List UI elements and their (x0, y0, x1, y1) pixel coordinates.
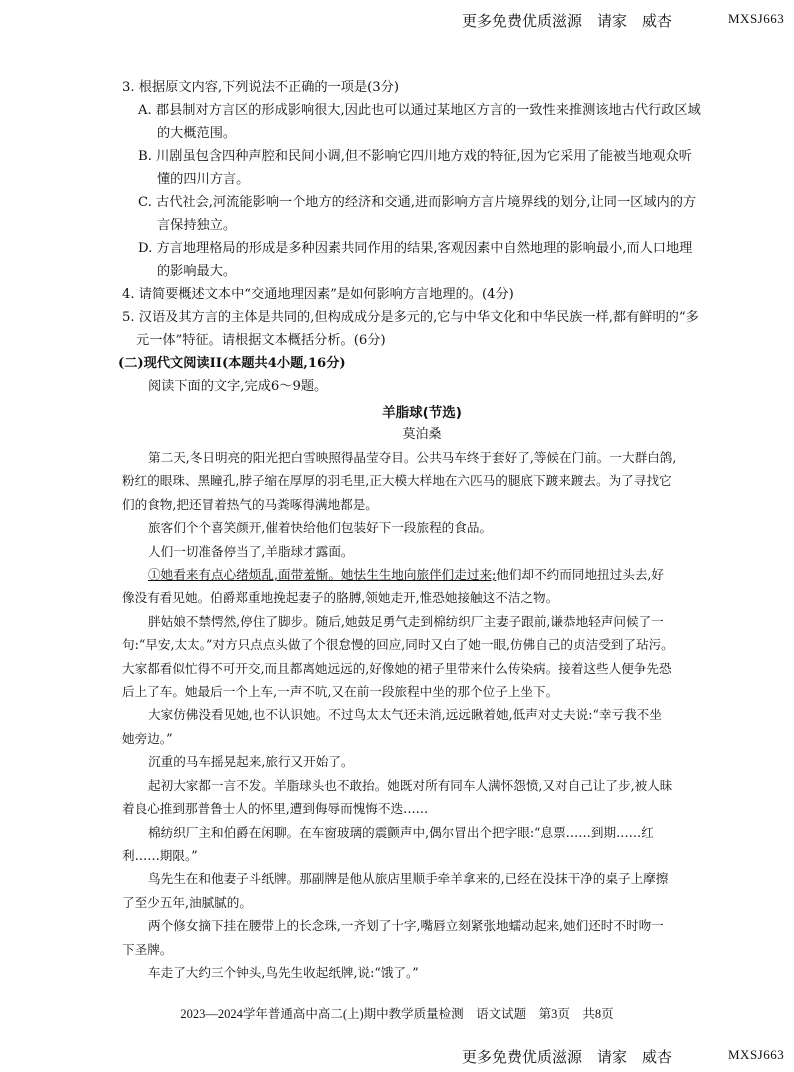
paragraph-cont: 后上了车。她最后一个上车,一声不吭,又在前一段旅程中坐的那个位子上坐下。 (122, 684, 559, 700)
paragraph-cont: 粉红的眼珠、黑瞳孔,脖子缩在厚厚的羽毛里,正大模大样地在六匹马的腿底下踱来踱去。为了寻找它 (122, 473, 672, 489)
paragraph: 旅客们个个喜笑颜开,催着快给他们包装好下一段旅程的食品。 (148, 520, 493, 536)
option-c: C. 古代社会,河流能影响一个地方的经济和交通,进而影响方言片境界线的划分,让同一区域内的方 (138, 195, 697, 210)
paragraph: 鸟先生在和他妻子斗纸牌。那副牌是他从旅店里顺手牵羊拿来的,已经在没抹干净的桌子上摩擦 (148, 871, 669, 887)
option-b-cont: 懂的四川方言。 (157, 172, 250, 187)
question-5: 5. 汉语及其方言的主体是共同的,但构成成分是多元的,它与中华文化和中华民族一样,都有鲜明的“多 (122, 310, 699, 325)
paragraph: 人们一切准备停当了,羊脂球才露面。 (148, 543, 354, 559)
option-c-cont: 言保持独立。 (157, 218, 237, 233)
question-4: 4. 请简要概述文本中“交通地理因素”是如何影响方言地理的。(4分) (122, 287, 514, 302)
section-instruction: 阅读下面的文字,完成6～9题。 (148, 379, 328, 394)
paragraph: 第二天,冬日明亮的阳光把白雪映照得晶莹夺目。公共马车终于套好了,等候在门前。一大群白鸽, (148, 450, 677, 465)
paragraph-cont: 下圣牌。 (122, 941, 173, 957)
sentence: 他们却不约而同地扭过头去,好 (496, 567, 665, 583)
option-b: B. 川剧虽包含四种声腔和民间小调,但不影响它四川地方戏的特征,因为它采用了能被当地观众听 (138, 149, 692, 164)
banner-text: 更多免费优质滋源 请家 威杏 (462, 1048, 673, 1066)
bottom-banner (0, 1042, 794, 1072)
paragraph-cont: 大家都看似忙得不可开交,而且都离她远远的,好像她的裙子里带来什么传染病。接着这些人便争先恐 (122, 660, 672, 676)
option-d-cont: 的影响最大。 (157, 264, 237, 279)
story-body (122, 446, 722, 984)
story-author: 莫泊桑 (402, 427, 442, 442)
story-title: 羊脂球(节选) (382, 405, 462, 421)
paragraph-cont: 着良心推到那普鲁士人的怀里,遭到侮辱而愧悔不迭…… (122, 801, 429, 817)
banner-code: MXSJ663 (728, 1047, 785, 1062)
paragraph: 起初大家都一言不发。羊脂球头也不敢抬。她既对所有同车人满怀怨愤,又对自己让了步,被人昧 (148, 777, 673, 793)
option-d: D. 方言地理格局的形成是多种因素共同作用的结果,客观因素中自然地理的影响最小,而人口地理 (138, 241, 693, 256)
paragraph-cont: 像没有看见她。伯爵郑重地挽起妻子的胳膊,领她走开,惟恐她接触这不洁之物。 (122, 590, 559, 606)
paragraph: 车走了大约三个钟头,鸟先生收起纸牌,说:“饿了。” (148, 964, 419, 980)
paragraph-cont: 利……期限。” (122, 847, 198, 863)
top-banner (0, 6, 794, 36)
underlined-sentence: ①她看来有点心绪烦乱,面带羞惭。她怯生生地向旅伴们走过来; (148, 567, 497, 583)
option-a-cont: 的大概范围。 (157, 126, 237, 141)
paragraph: 两个修女摘下挂在腰带上的长念珠,一齐划了十字,嘴唇立刻紧张地蠕动起来,她们还时不时吻一 (148, 918, 664, 934)
paragraph-cont: 了至少五年,油腻腻的。 (122, 894, 252, 910)
banner-code: MXSJ663 (728, 11, 785, 26)
banner-text: 更多免费优质滋源 请家 威杏 (462, 12, 673, 30)
paragraph-cont: 她旁边。” (122, 730, 173, 746)
paragraph: 胖姑娘不禁愕然,停住了脚步。随后,她鼓足勇气走到棉纺织厂主妻子跟前,谦恭地轻声问候了一 (148, 613, 664, 629)
option-a: A. 郡县制对方言区的形成影响很大,因此也可以通过某地区方言的一致性来推测该地古代行政区域 (138, 103, 701, 118)
paragraph-cont: 句:“早安,太太。”对方只点点头做了个很怠慢的回应,同时又白了她一眼,仿佛自己的贞洁受到了玷污。 (122, 637, 674, 653)
paragraph: 大家仿佛没看见她,也不认识她。不过鸟太太气还未消,远远瞅着她,低声对丈夫说:“幸亏我不坐 (148, 707, 662, 723)
page-content (118, 76, 722, 984)
paragraph-cont: 们的食物,把还冒着热气的马粪啄得满地都是。 (122, 496, 378, 512)
paragraph (122, 563, 722, 586)
page-footer: 2023—2024学年普通高中高二(上)期中教学质量检测 语文试题 第3页 共8页 (180, 1007, 614, 1021)
paragraph: 棉纺织厂主和伯爵在闲聊。在车窗玻璃的震颤声中,偶尔冒出个把字眼:“息票……到期……红 (148, 824, 654, 840)
question-3-stem: 3. 根据原文内容,下列说法不正确的一项是(3分) (122, 80, 400, 95)
section-heading: (二)现代文阅读II(本题共4小题,16分) (118, 356, 346, 371)
question-5-cont: 元一体”特征。请根据文本概括分析。(6分) (136, 333, 386, 348)
paragraph: 沉重的马车摇晃起来,旅行又开始了。 (148, 754, 354, 770)
